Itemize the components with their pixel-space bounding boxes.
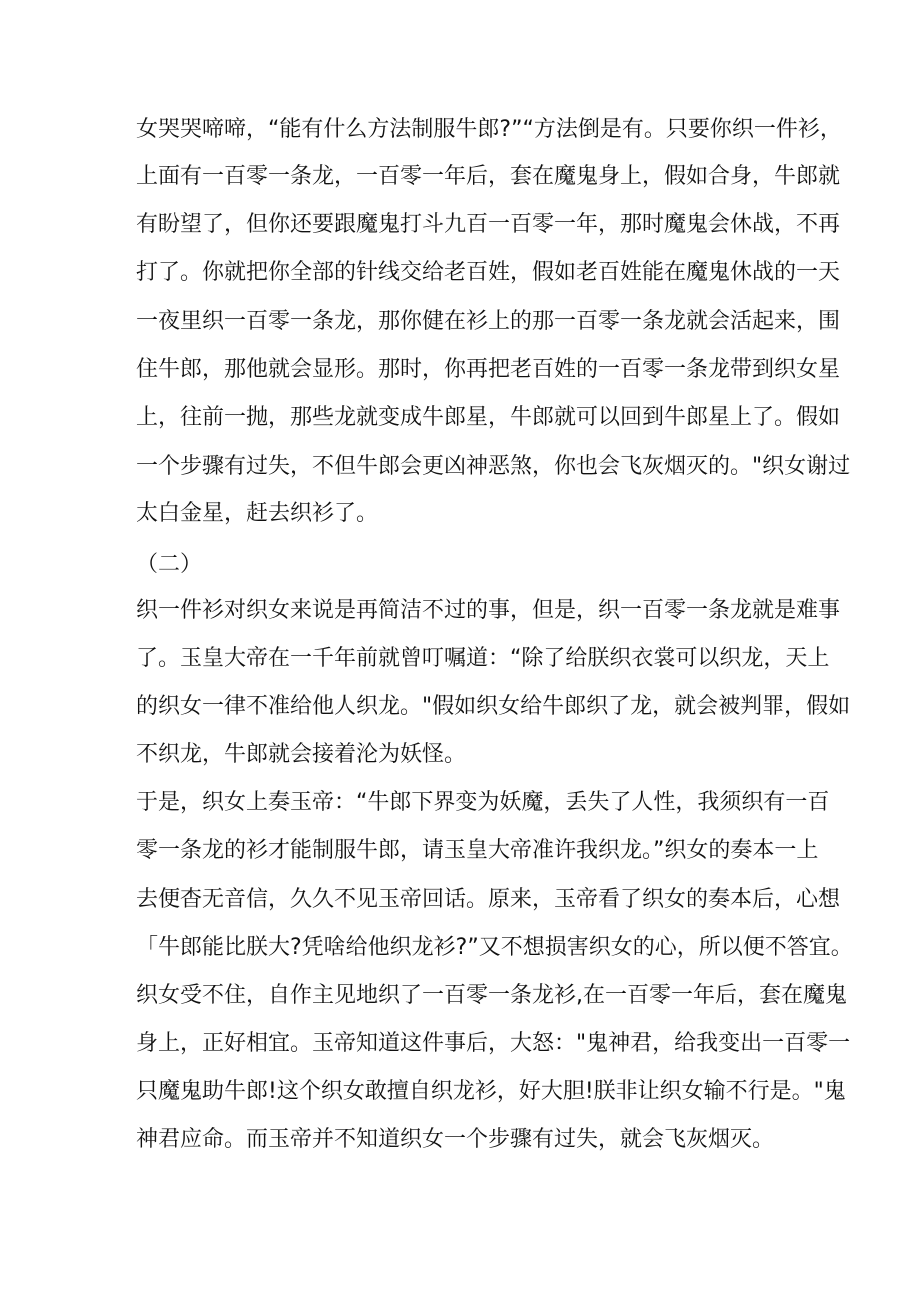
text-line: 住牛郎，那他就会显形。那时，你再把老百姓的一百零一条龙带到织女星: [136, 357, 841, 382]
text-line: 织女受不住，自作主见地织了一百零一条龙衫,在一百零一年后，套在魔鬼: [136, 983, 847, 1008]
text-line: 了。玉皇大帝在一千年前就曾叮嘱道：“除了给朕织衣裳可以织龙，天上: [136, 646, 830, 671]
text-line: 「牛郎能比朕大?凭啥给他织龙衫?”又不想损害织女的心，所以便不答宜。: [136, 935, 853, 960]
text-line: 身上，正好相宜。玉帝知道这件事后，大怒："鬼神君，给我变出一百零一: [136, 1031, 851, 1056]
text-line: 一个步骤有过失，不但牛郎会更凶神恶煞，你也会飞灰烟灭的。"织女谢过: [136, 454, 851, 479]
text-line: 女哭哭啼啼，“能有什么方法制服牛郎?”“方法倒是有。只要你织一件衫，: [136, 117, 842, 142]
text-line: 打了。你就把你全部的针线交给老百姓，假如老百姓能在魔鬼休战的一天: [136, 260, 841, 285]
text-line: 不织龙，牛郎就会接着沦为妖怪。: [136, 742, 467, 767]
text-line: 有盼望了，但你还要跟魔鬼打斗九百一百零一年，那时魔鬼会休战，不再: [136, 212, 841, 237]
section-heading: （二）: [136, 552, 203, 577]
text-line: 于是，织女上奏玉帝：“牛郎下界变为妖魔，丢失了人性，我须织有一百: [136, 790, 830, 815]
text-line: 只魔鬼助牛郎!这个织女敢擅自织龙衫，好大胆!朕非让织女输不行是。"鬼: [136, 1079, 846, 1104]
text-line: 的织女一律不准给他人织龙。"假如织女给牛郎织了龙，就会被判罪，假如: [136, 694, 851, 719]
text-line: 上面有一百零一条龙，一百零一年后，套在魔鬼身上，假如合身，牛郎就: [136, 164, 841, 189]
text-line: 一夜里织一百零一条龙，那你健在衫上的那一百零一条龙就会活起来，围: [136, 309, 841, 334]
text-line: 神君应命。而玉帝并不知道织女一个步骤有过失，就会飞灰烟灭。: [136, 1127, 775, 1152]
text-line: 太白金星，赶去织衫了。: [136, 501, 379, 526]
text-line: 零一条龙的衫才能制服牛郎，请玉皇大帝准许我织龙。”织女的奏本一上: [136, 838, 819, 863]
text-line: 上，往前一抛，那些龙就变成牛郎星，牛郎就可以回到牛郎星上了。假如: [136, 405, 841, 430]
text-line: 去便杳无音信，久久不见玉帝回话。原来，玉帝看了织女的奏本后，心想: [136, 887, 841, 912]
text-line: 织一件衫对织女来说是再简洁不过的事，但是，织一百零一条龙就是难事: [136, 598, 841, 623]
